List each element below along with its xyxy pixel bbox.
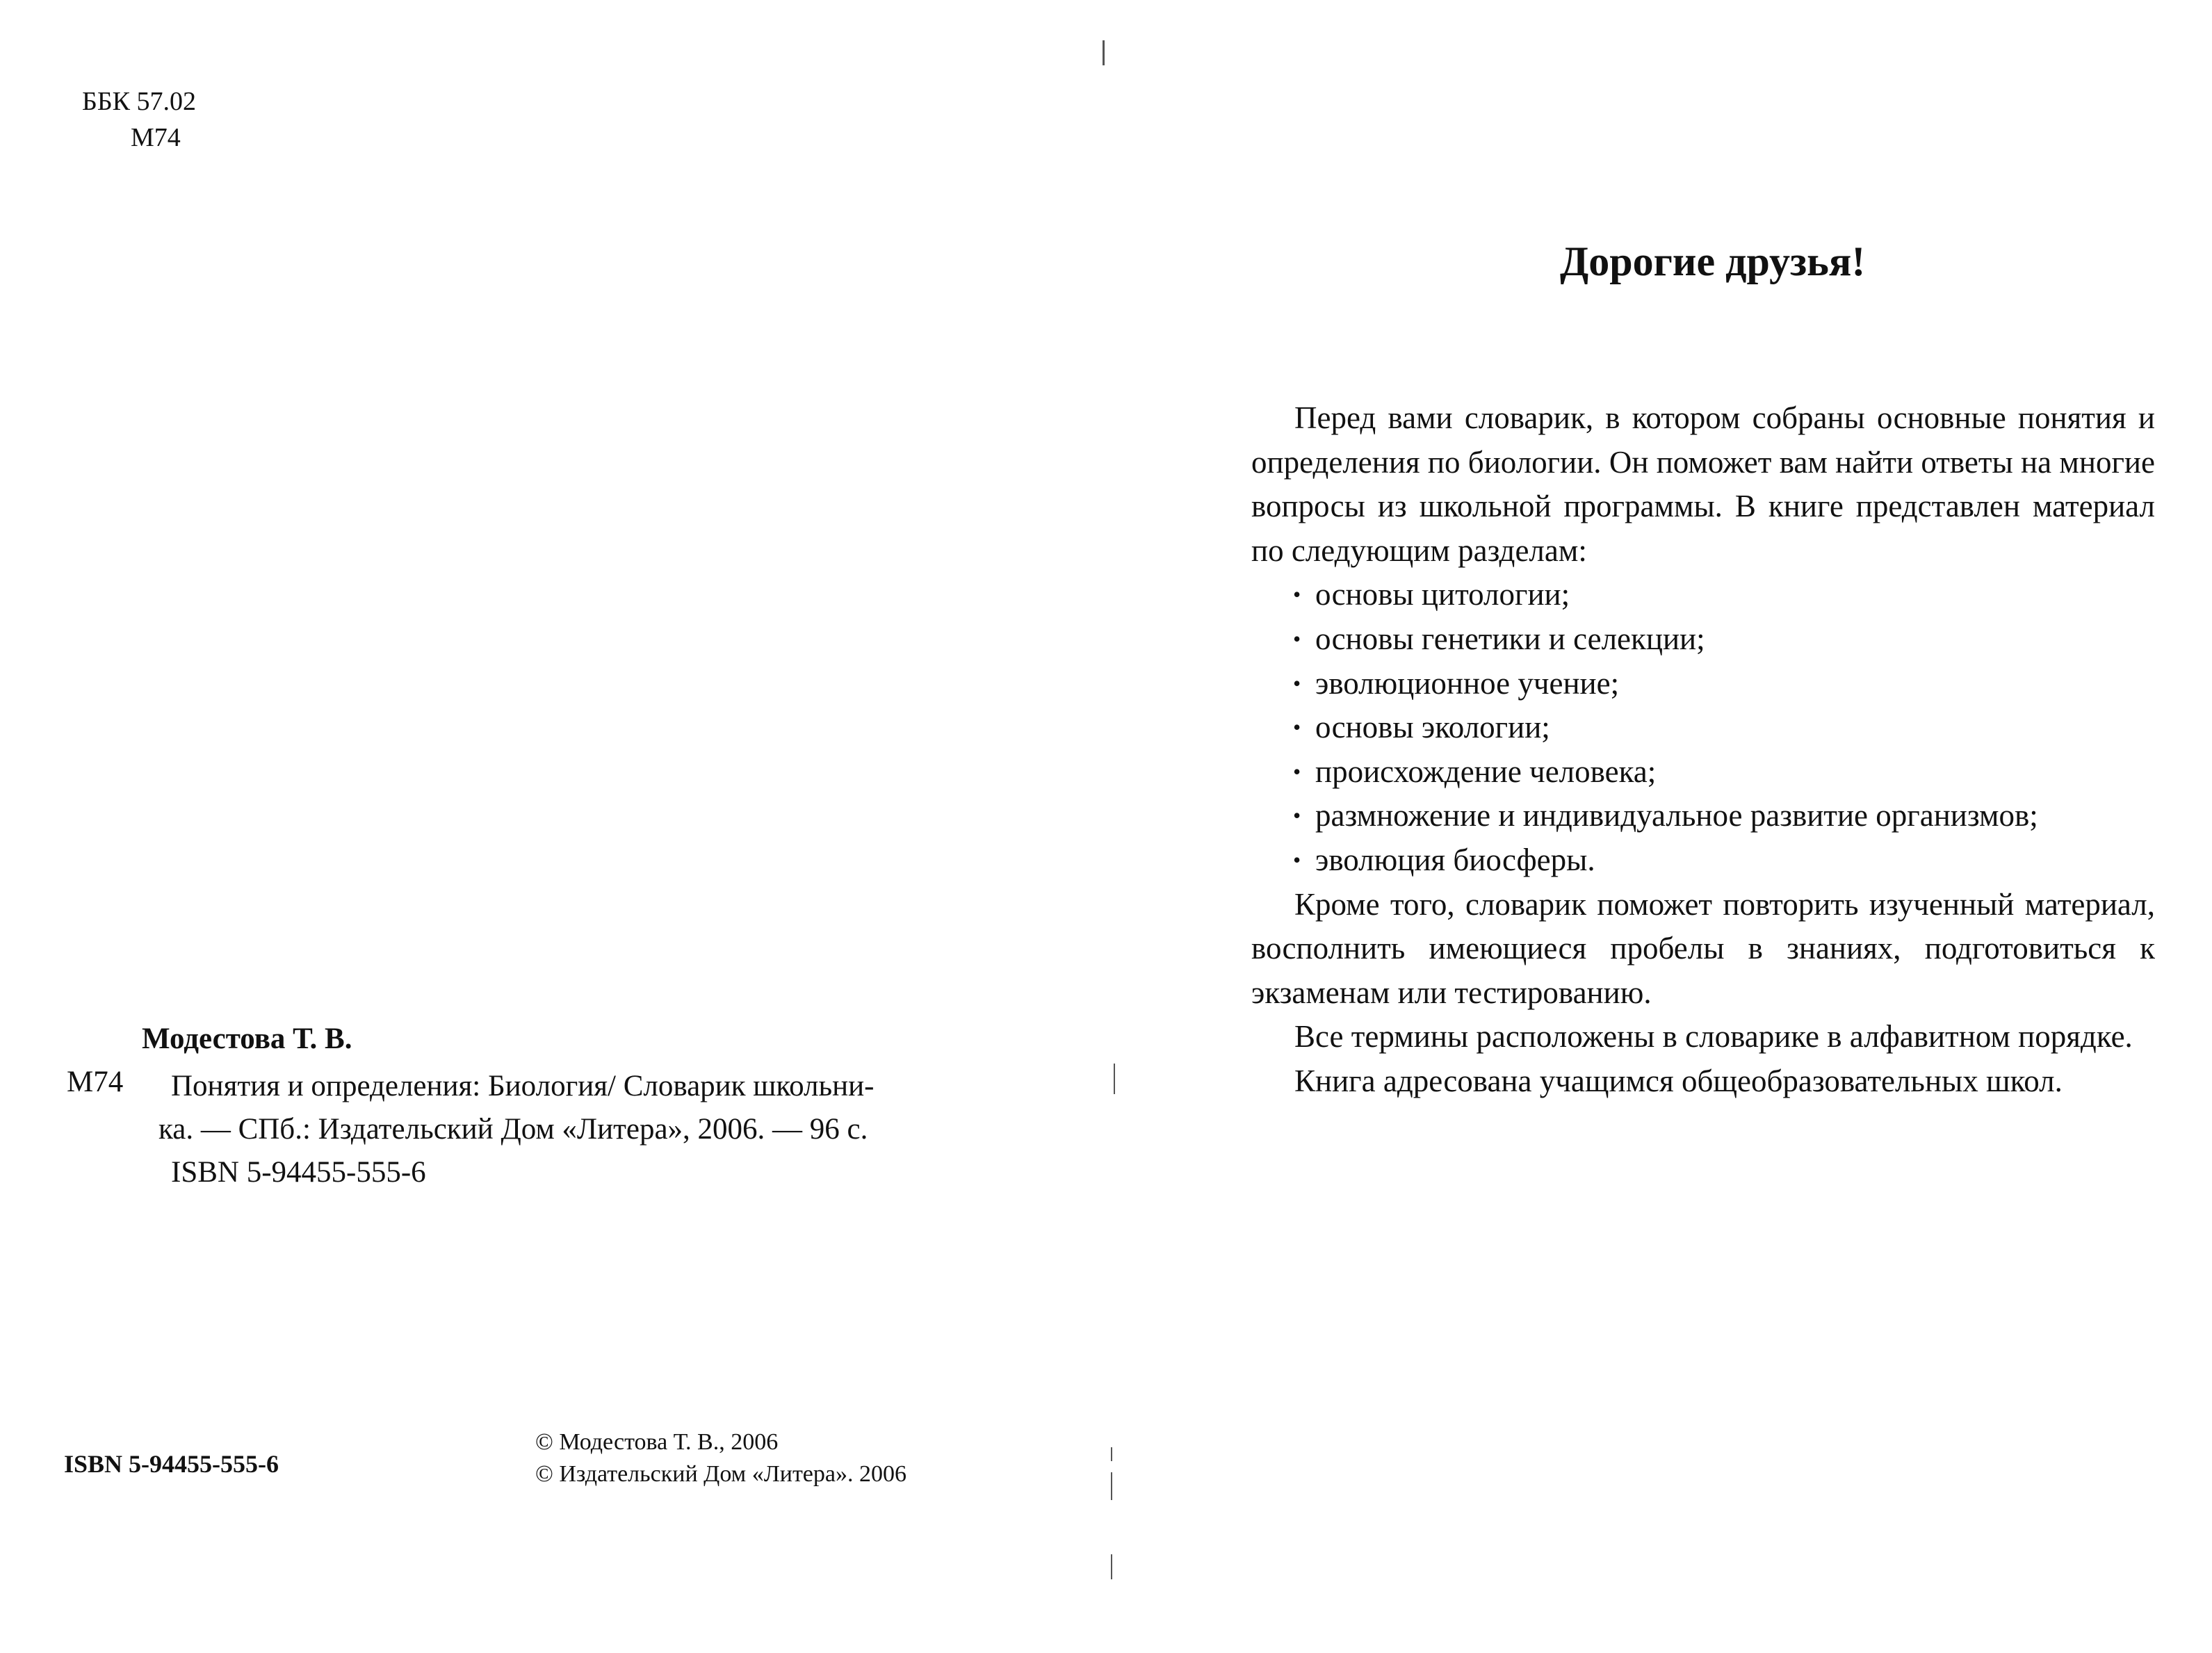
record-description-line1: Понятия и определения: Биология/ Словарик школьни- <box>171 1070 875 1102</box>
gutter-mark-top <box>1103 40 1105 65</box>
preface-paragraph-4: Книга адресована учащимся общеобразовательных школ. <box>1294 1063 2063 1098</box>
copyright-author: © Модестова Т. В., 2006 <box>535 1429 779 1455</box>
isbn-footer: ISBN 5-94455-555-6 <box>64 1450 279 1478</box>
record-description <box>67 1065 984 1151</box>
list-item: • основы экологии; <box>1251 706 2155 750</box>
list-item: • эволюционное учение; <box>1251 662 2155 706</box>
preface-body <box>1251 396 2155 1104</box>
bullet-icon: • <box>1293 582 1301 608</box>
bullet-icon: • <box>1293 803 1301 829</box>
bullet-icon: • <box>1293 715 1301 740</box>
bullet-icon: • <box>1293 670 1301 696</box>
gutter-mark-4 <box>1111 1554 1112 1579</box>
bbk-classification <box>82 83 196 156</box>
record-isbn: ISBN 5-94455-555-6 <box>171 1156 426 1189</box>
record-code: М74 <box>67 1066 124 1098</box>
record-author: Модестова Т. В. <box>142 1023 352 1055</box>
preface-title: Дорогие друзья! <box>1560 238 1866 284</box>
copyright-publisher: © Издательский Дом «Литера». 2006 <box>535 1461 906 1487</box>
preface-paragraph-2: Кроме того, словарик поможет повторить изученный материал, восполнить имеющиеся пробелы в знаниях, подготовиться к экзаменам или тестированию. <box>1251 886 2155 1010</box>
gutter-mark-1 <box>1114 1064 1115 1094</box>
list-item: • основы цитологии; <box>1251 573 2155 617</box>
copyright-block <box>535 1426 906 1490</box>
list-item: • размножение и индивидуальное развитие организмов; <box>1251 794 2155 838</box>
list-item: • происхождение человека; <box>1251 750 2155 795</box>
bbk-code: ББК 57.02 <box>82 87 196 116</box>
bullet-icon: • <box>1293 847 1301 872</box>
list-item: • эволюция биосферы. <box>1251 838 2155 883</box>
bullet-icon: • <box>1293 758 1301 784</box>
record-description-line2: ка. — СПб.: Издательский Дом «Литера», 2006. — 96 с. <box>158 1113 868 1146</box>
preface-intro: Перед вами словарик, в котором собраны основные понятия и определения по биологии. Он поможет вам найти ответы на многие вопросы из школьной программы. В книге представлен материал по следующим разделам: <box>1251 400 2155 568</box>
gutter-mark-3 <box>1111 1472 1112 1500</box>
bullet-icon: • <box>1293 626 1301 651</box>
sections-list <box>1251 573 2155 882</box>
preface-paragraph-3: Все термины расположены в словарике в алфавитном порядке. <box>1294 1019 2133 1054</box>
bbk-author-mark: М74 <box>131 123 181 152</box>
list-item: • основы генетики и селекции; <box>1251 617 2155 662</box>
gutter-mark-2 <box>1111 1447 1112 1461</box>
